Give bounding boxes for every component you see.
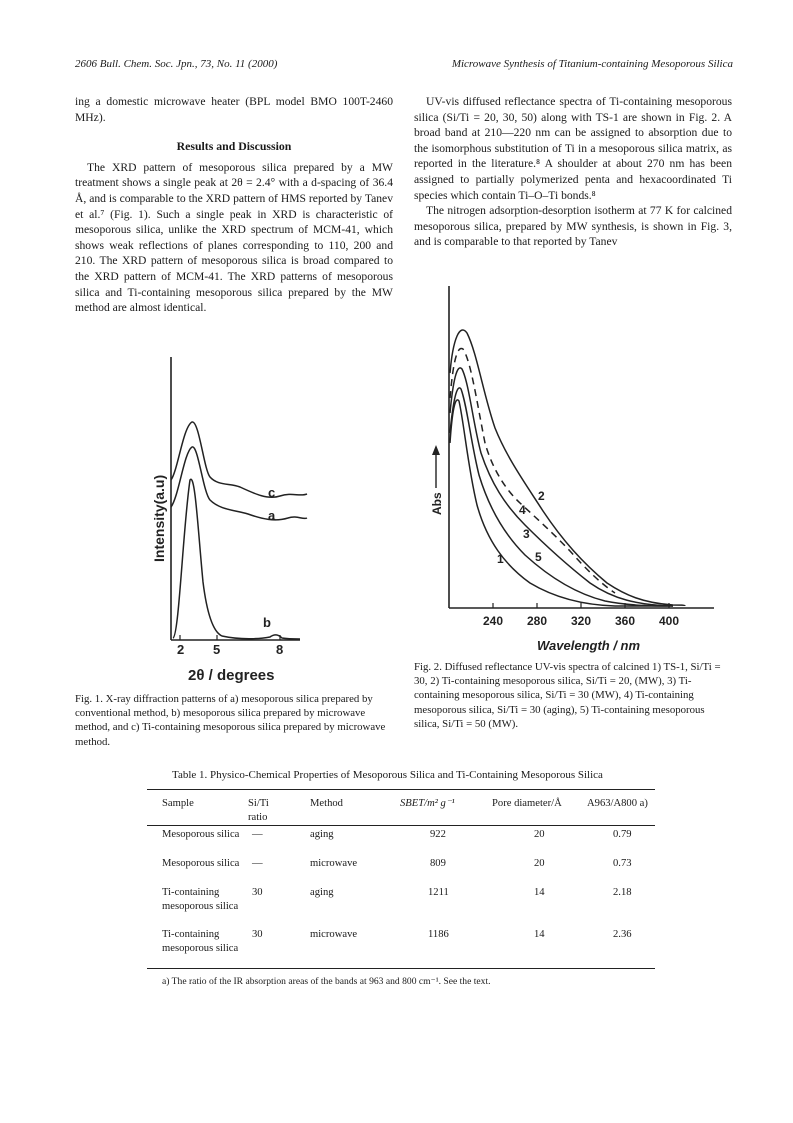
running-header-right: Microwave Synthesis of Titanium-containing Mesoporous Silica [451,58,733,70]
cell-pore: 20 [534,858,545,869]
cell-ratio: 2.36 [613,929,632,940]
fig1-curve-c [171,422,307,497]
section-heading: Results and Discussion [176,139,292,154]
fig2-xtick-360: 360 [615,614,636,628]
figure-2-caption: Fig. 2. Diffused reflectance UV-vis spectra of calcined 1) TS-1, Si/Ti = 30, 2) Ti-containing mesoporous silica, Si/Ti = 20, (MW), 3) Ti-containing mesoporous silica, Si/Ti = 30 (MW), 4) Ti-containing mesoporous silica, Si/Ti = 30 (aging), 5) Ti-containing mesoporous silica, Si/Ti = 50 (MW). [414,661,721,730]
cell-method: aging [310,887,334,898]
fig2-curve-4 [450,348,615,593]
th-ratio: A963/A800 a) [587,798,648,809]
fig1-xtick-5: 5 [213,642,221,657]
fig2-label-1: 1 [497,552,504,566]
paragraph-isotherm: The nitrogen adsorption-desorption isotherm at 77 K for calcined mesoporous silica, prepared by MW synthesis, is shown in Fig. 3, and is comparable to that reported by Tanev [414,204,732,249]
table-top-rule [147,789,655,790]
figure-1-xrd [140,352,340,692]
fig1-y-label: Intensity(a.u) [151,474,167,562]
cell-sbet: 1211 [428,887,449,898]
cell-method: microwave [310,929,358,940]
fig2-curve-5 [450,388,673,606]
paragraph-xrd: The XRD pattern of mesoporous silica prepared by a MW treatment shows a single peak at 2θ = 2.4° with a d-spacing of 36.4 Å, and is comparable to the XRD pattern of HMS reported by Tanev et al.⁷ (Fig. 1). Such a single peak in XRD is characteristic of mesoporous silica, unlike the XRD spectrum of MCM-41, which shows weak reflections of planes corresponding to 110, 200 and 210. The XRD pattern of mesoporous silica is broad compared to the XRD pattern of MCM-41. The XRD patterns of mesoporous silica and Ti-containing mesoporous silica prepared by the MW method are almost identical. [75,160,393,315]
cell-method: microwave [310,858,358,869]
fig1-label-a: a [268,508,276,523]
fig2-xtick-400: 400 [659,614,680,628]
table-body [162,828,652,970]
fig2-label-4: 4 [519,503,526,517]
fig2-label-3: 3 [523,527,530,541]
cell-sample: Mesoporous silica [162,858,240,869]
paragraph-uvvis: UV-vis diffused reflectance spectra of Ti-containing mesoporous silica (Si/Ti = 20, 30, 50) along with TS-1 are shown in Fig. 2. A broad band at 210—220 nm can be assigned to absorption due to the isomorphous substitution of Ti in a mesoporous silica matrix, as reported in the literature.⁸ A shoulder at about 270 nm has been assigned to partially polymerized penta and hexacoordinated Ti species which contain Ti–O–Ti bonds.⁸ [414,95,732,202]
fig2-label-2: 2 [538,489,545,503]
cell-sbet: 809 [430,858,446,869]
cell-sbet: 1186 [428,929,449,940]
cell-sample: Mesoporous silica [162,829,240,840]
th-sample: Sample [162,798,194,809]
fig2-x-label: Wavelength / nm [537,638,641,653]
cell-siti: — [252,858,263,869]
fig2-label-5: 5 [535,550,542,564]
th-method: Method [310,798,343,809]
cell-ratio: 0.79 [613,829,632,840]
fig2-xtick-320: 320 [571,614,592,628]
table-row [162,886,652,928]
fig1-label-c: c [268,485,276,500]
fig1-x-label: 2θ / degrees [188,667,275,684]
table-header-row [162,797,652,824]
left-column [75,94,393,316]
table-bottom-rule [147,968,655,969]
cell-siti: — [252,829,263,840]
table-row [162,828,652,857]
cell-pore: 14 [534,929,545,940]
fig2-xtick-280: 280 [527,614,548,628]
table-row [162,928,652,970]
th-pore: Pore diameter/Å [492,798,562,809]
fig1-curve-a [171,447,307,520]
fig1-curve-b [173,479,300,639]
cell-pore: 14 [534,887,545,898]
paragraph-continuation: ing a domestic microwave heater (BPL model BMO 100T-2460 MHz). [75,95,393,124]
cell-sample: Ti-containing mesoporous silica [162,929,239,954]
fig1-xtick-2: 2 [177,642,185,657]
table-1 [162,797,652,824]
right-column [414,94,732,250]
figure-1-caption: Fig. 1. X-ray diffraction patterns of a) mesoporous silica prepared by conventional method, b) mesoporous silica prepared by microwave method, and c) Ti-containing mesoporous silica prepared by microwave method. [75,693,386,748]
fig1-label-b: b [263,615,271,630]
cell-ratio: 0.73 [613,858,632,869]
th-siti: Si/Ti ratio [248,798,269,823]
th-sbet: SBET/m² g⁻¹ [400,798,455,809]
fig2-xtick-240: 240 [483,614,504,628]
cell-sbet: 922 [430,829,446,840]
table-mid-rule [147,825,655,826]
running-header-left: 2606 Bull. Chem. Soc. Jpn., 73, No. 11 (2000) [75,58,278,70]
table-row [162,857,652,886]
cell-ratio: 2.18 [613,887,632,898]
cell-sample: Ti-containing mesoporous silica [162,887,239,912]
fig2-y-label: Abs [430,492,444,515]
table-title: Table 1. Physico-Chemical Properties of Mesoporous Silica and Ti-Containing Mesoporous Silica [172,769,603,781]
table-footnote: a) The ratio of the IR absorption areas of the bands at 963 and 800 cm⁻¹. See the text. [162,976,491,987]
cell-method: aging [310,829,334,840]
cell-siti: 30 [252,929,263,940]
cell-siti: 30 [252,887,263,898]
fig1-xtick-8: 8 [276,642,284,657]
cell-pore: 20 [534,829,545,840]
figure-2-uvvis [415,283,733,655]
